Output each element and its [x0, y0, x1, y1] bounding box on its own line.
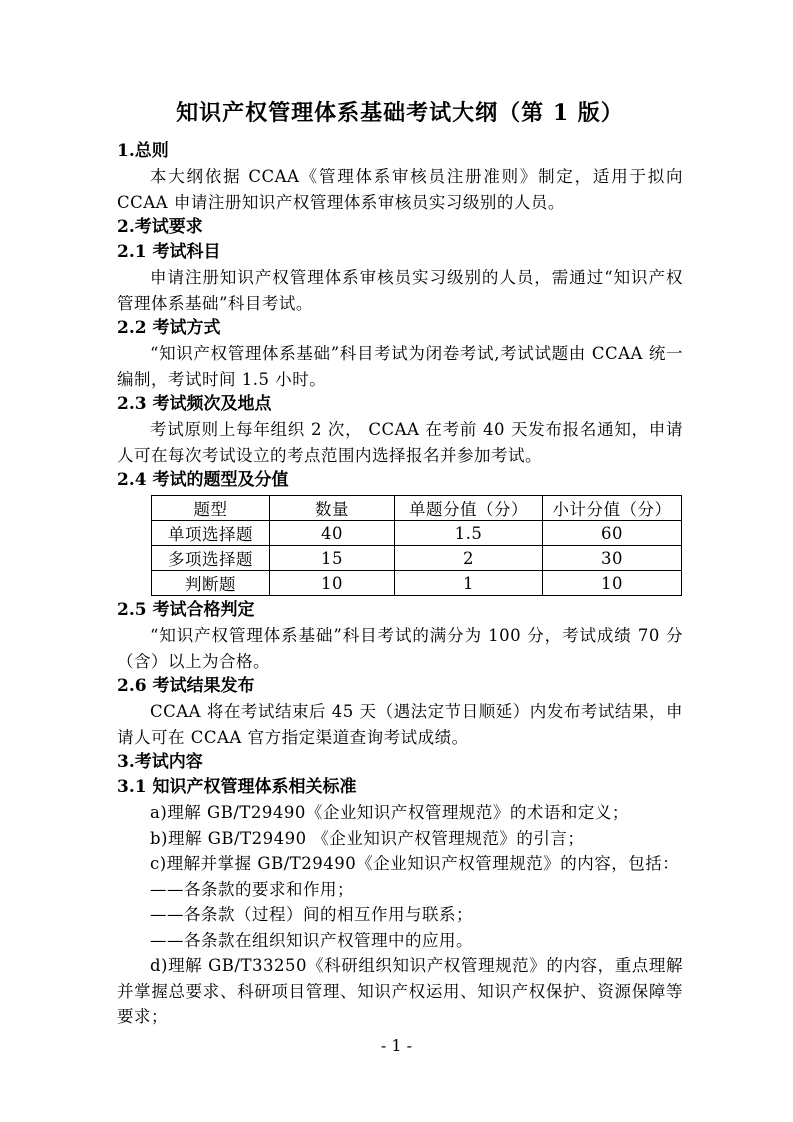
content-item-a: a)理解 GB/T29490《企业知识产权管理规范》的术语和定义；: [150, 803, 629, 822]
content-subitem: ——各条款的要求和作用；: [150, 879, 354, 899]
paragraph-pass-criteria: “知识产权管理体系基础”科目考试的满分为 100 分，考试成绩 70 分（含）以上为合格。: [117, 626, 683, 671]
paragraph-exam-frequency: 考试原则上每年组织 2 次， CCAA 在考前 40 天发布报名通知，申请人可在每次考试设立的考点范围内选择报名并参加考试。: [117, 420, 683, 465]
table-cell: 60: [543, 521, 682, 546]
section-heading-3: 3.考试内容: [117, 752, 203, 772]
section-heading-2-2: 2.2 考试方式: [117, 318, 221, 338]
table-header-cell: 题型: [152, 496, 270, 521]
content-subitem: ——各条款在组织知识产权管理中的应用。: [150, 930, 473, 950]
page-number: - 1 -: [380, 1036, 413, 1055]
section-heading-2-3: 2.3 考试频次及地点: [117, 394, 272, 414]
section-heading-2-6: 2.6 考试结果发布: [117, 676, 255, 696]
section-heading-1: 1.总则: [117, 141, 169, 161]
table-header-cell: 单题分值（分）: [395, 496, 543, 521]
table-cell: 判断题: [152, 571, 270, 596]
table-row: [152, 546, 682, 571]
table-row: [152, 571, 682, 596]
question-type-table: [151, 495, 682, 596]
table-row: [152, 521, 682, 546]
table-header-cell: 数量: [270, 496, 395, 521]
table-cell: 单项选择题: [152, 521, 270, 546]
paragraph-exam-method: “知识产权管理体系基础”科目考试为闭卷考试,考试试题由 CCAA 统一编制，考试时间 1.5 小时。: [117, 344, 683, 389]
paragraph-general: 本大纲依据 CCAA《管理体系审核员注册准则》制定，适用于拟向 CCAA 申请注册知识产权管理体系审核员实习级别的人员。: [117, 167, 683, 212]
table-cell: 1.5: [395, 521, 543, 546]
content-item-d: d)理解 GB/T33250《科研组织知识产权管理规范》的内容，重点理解并掌握总要求、科研项目管理、知识产权运用、知识产权保护、资源保障等要求；: [117, 956, 683, 1026]
section-heading-3-1: 3.1 知识产权管理体系相关标准: [117, 777, 357, 797]
document-title: 知识产权管理体系基础考试大纲（第 1 版）: [176, 100, 624, 126]
content-item-c: c)理解并掌握 GB/T29490《企业知识产权管理规范》的内容，包括：: [150, 854, 680, 873]
section-heading-2-4: 2.4 考试的题型及分值: [117, 470, 289, 490]
table-cell: 2: [395, 546, 543, 571]
table-cell: 10: [270, 571, 395, 596]
section-heading-2-5: 2.5 考试合格判定: [117, 600, 255, 620]
table-cell: 40: [270, 521, 395, 546]
content-subitem: ——各条款（过程）间的相互作用与联系；: [150, 905, 473, 924]
table-cell: 多项选择题: [152, 546, 270, 571]
table-cell: 30: [543, 546, 682, 571]
paragraph-result-release: CCAA 将在考试结束后 45 天（遇法定节日顺延）内发布考试结果，申请人可在 CCAA 官方指定渠道查询考试成绩。: [117, 702, 683, 747]
table-header-cell: 小计分值（分）: [543, 496, 682, 521]
table-cell: 1: [395, 571, 543, 596]
content-item-b: b)理解 GB/T29490 《企业知识产权管理规范》的引言；: [150, 828, 585, 848]
table-cell: 10: [543, 571, 682, 596]
section-heading-2-1: 2.1 考试科目: [117, 242, 221, 262]
table-header-row: [152, 496, 682, 521]
paragraph-exam-subject: 申请注册知识产权管理体系审核员实习级别的人员，需通过“知识产权管理体系基础”科目考试。: [117, 268, 683, 313]
section-heading-2: 2.考试要求: [117, 217, 203, 237]
table-cell: 15: [270, 546, 395, 571]
